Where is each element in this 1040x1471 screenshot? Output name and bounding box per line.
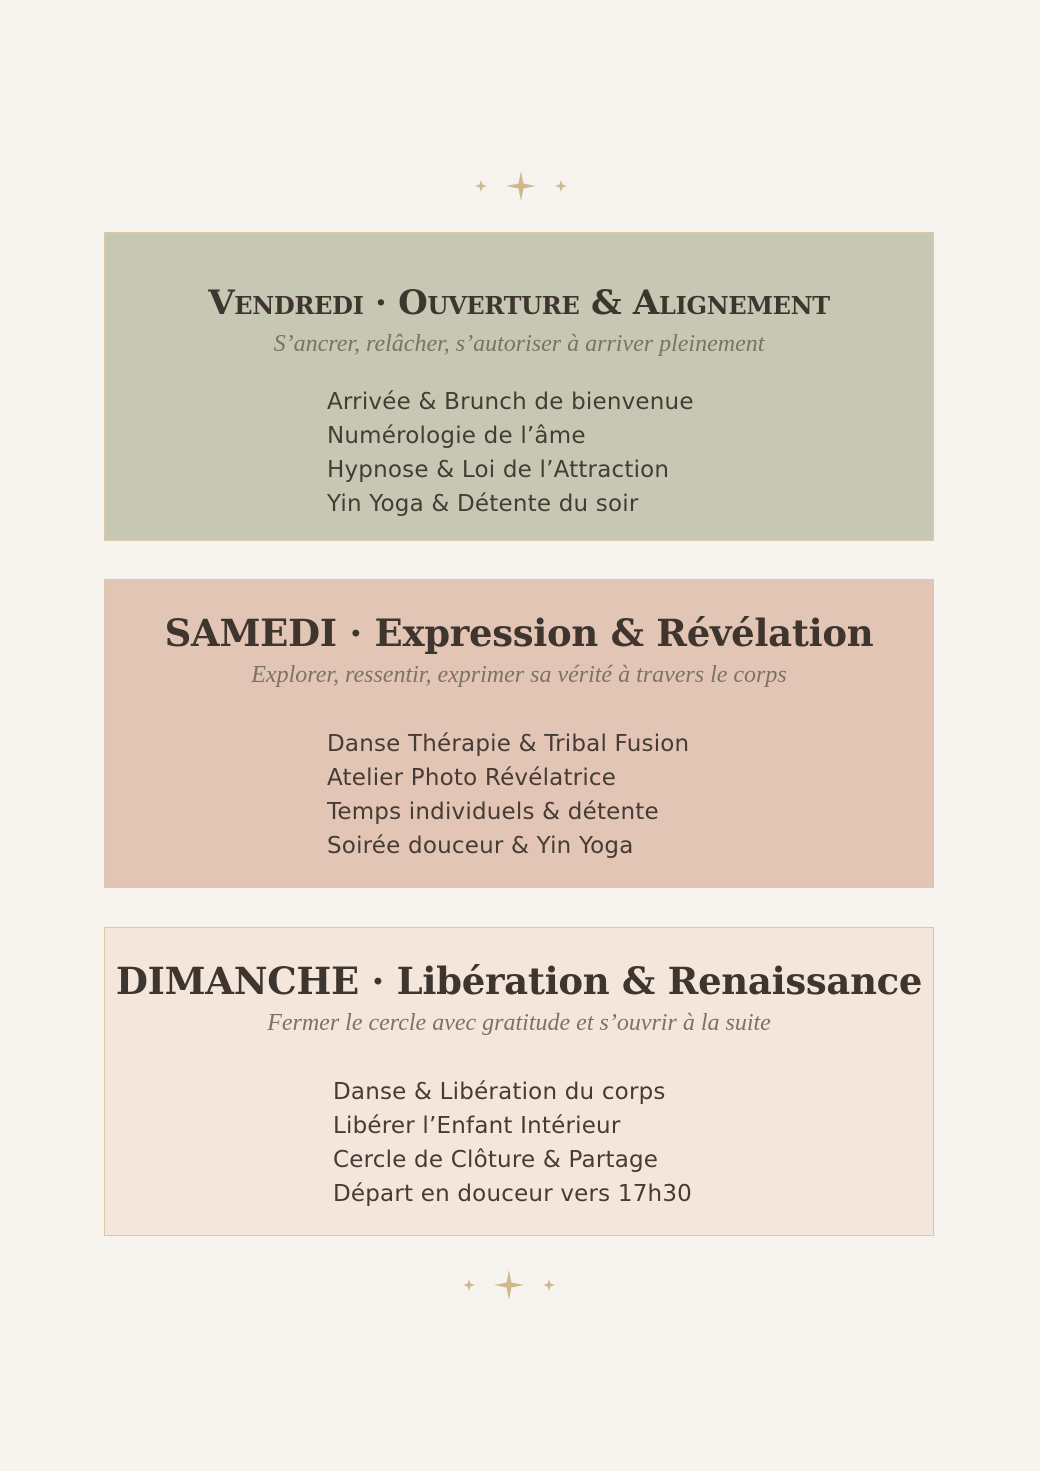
day-subtitle: Explorer, ressentir, exprimer sa vérité à travers le corps <box>251 662 787 688</box>
day-subtitle: S’ancrer, relâcher, s’autoriser à arriver pleinement <box>273 331 765 357</box>
list-item: Arrivée & Brunch de bienvenue <box>327 389 694 415</box>
large-star-icon <box>506 171 536 201</box>
list-item: Danse & Libération du corps <box>333 1079 666 1105</box>
large-star-icon <box>494 1270 524 1300</box>
day-title: SAMEDI · Expression & Révélation <box>164 611 874 655</box>
list-item: Hypnose & Loi de l’Attraction <box>327 457 670 483</box>
bottom-ornament <box>0 1265 1040 1305</box>
activity-list <box>333 1075 692 1211</box>
small-star-icon <box>463 1279 475 1291</box>
list-item: Numérologie de l’âme <box>327 423 586 449</box>
list-item: Yin Yoga & Détente du soir <box>327 491 639 517</box>
day-title: Vendredi · Ouverture & Alignement <box>208 283 830 323</box>
top-ornament <box>0 166 1040 206</box>
activity-list <box>327 385 694 521</box>
activity-list <box>327 727 689 863</box>
day-card-friday <box>104 232 934 541</box>
day-title: DIMANCHE · Libération & Renaissance <box>115 959 923 1003</box>
list-item: Atelier Photo Révélatrice <box>327 765 617 791</box>
small-star-icon <box>555 180 567 192</box>
small-star-icon <box>543 1279 555 1291</box>
list-item: Libérer l’Enfant Intérieur <box>333 1113 621 1139</box>
day-subtitle: Fermer le cercle avec gratitude et s’ouvrir à la suite <box>267 1010 771 1036</box>
list-item: Temps individuels & détente <box>327 799 659 825</box>
list-item: Soirée douceur & Yin Yoga <box>327 833 634 859</box>
small-star-icon <box>475 180 487 192</box>
list-item: Départ en douceur vers 17h30 <box>333 1181 692 1207</box>
day-card-saturday <box>104 579 934 888</box>
day-card-sunday <box>104 927 934 1236</box>
list-item: Cercle de Clôture & Partage <box>333 1147 659 1173</box>
list-item: Danse Thérapie & Tribal Fusion <box>327 731 690 757</box>
